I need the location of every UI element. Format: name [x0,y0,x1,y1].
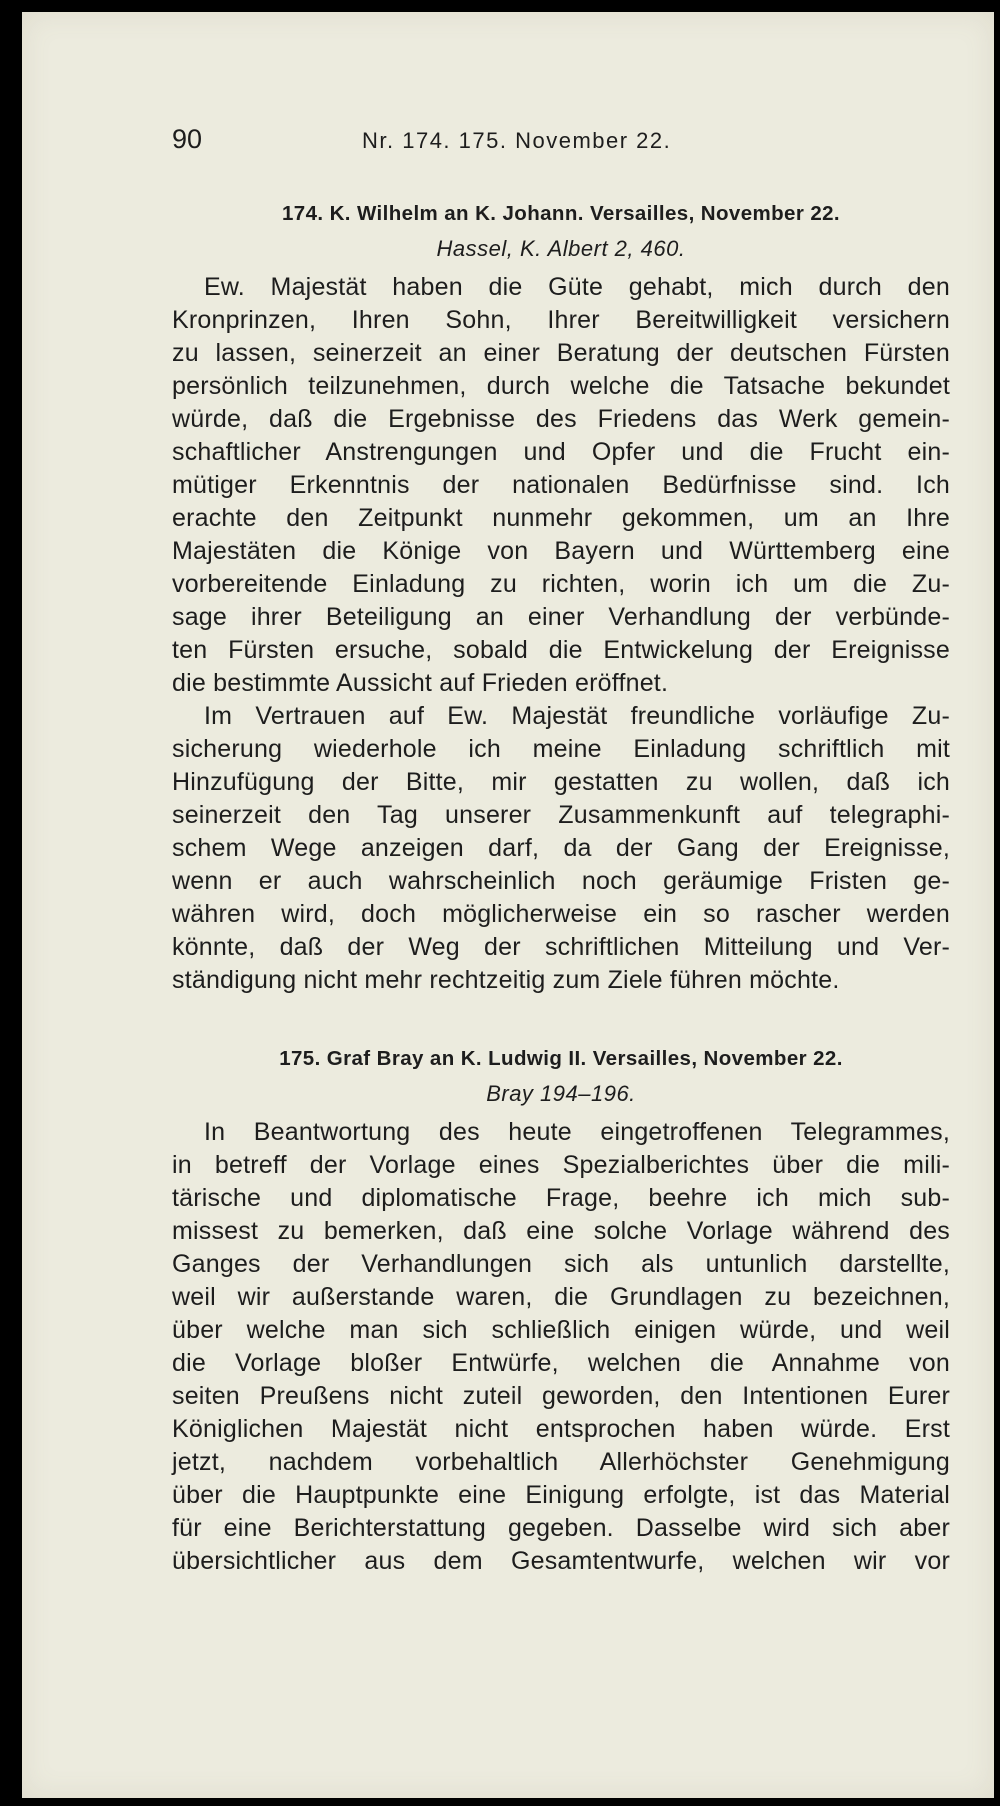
letter-175 [172,1045,950,1578]
text-line: in betreff der Vorlage eines Spezialberichtes über die mili- [172,1151,950,1179]
text-line: Majestäten die Könige von Bayern und Württemberg eine [172,537,950,565]
text-line: schaftlicher Anstrengungen und Opfer und die Frucht ein- [172,438,950,466]
text-line: könnte, daß der Weg der schriftlichen Mitteilung und Ver- [172,933,950,961]
page-content [172,200,950,1578]
text-line: zu lassen, seinerzeit an einer Beratung der deutschen Fürsten [172,339,950,367]
text-line: währen wird, doch möglicherweise ein so rascher werden [172,900,950,928]
text-line: schem Wege anzeigen darf, da der Gang der Ereignisse, [172,834,950,862]
letter-174 [172,200,950,997]
text-line: die bestimmte Aussicht auf Frieden eröffnet. [172,669,669,697]
text-line: Hinzufügung der Bitte, mir gestatten zu wollen, daß ich [172,768,950,796]
text-line: jetzt, nachdem vorbehaltlich Allerhöchster Genehmigung [172,1448,950,1476]
text-line: wenn er auch wahrscheinlich noch geräumige Fristen ge- [172,867,950,895]
text-line: seinerzeit den Tag unserer Zusammenkunft auf telegraphi- [172,801,950,829]
paragraph [172,700,950,997]
paragraph [172,1116,950,1578]
text-line: ten Fürsten ersuche, sobald die Entwickelung der Ereignisse [172,636,950,664]
text-line: Ganges der Verhandlungen sich als untunlich darstellte, [172,1250,950,1278]
letter-source: Bray 194–196. [486,1081,636,1106]
text-line: sage ihrer Beteiligung an einer Verhandlung der verbünde- [172,603,950,631]
text-line: persönlich teilzunehmen, durch welche die Tatsache bekundet [172,372,950,400]
text-line: ständigung nicht mehr rechtzeitig zum Ziele führen möchte. [172,966,840,994]
letter-source: Hassel, K. Albert 2, 460. [436,236,686,261]
text-line: über die Hauptpunkte eine Einigung erfolgte, ist das Material [172,1481,950,1509]
paragraph [172,271,950,700]
text-line: Im Vertrauen auf Ew. Majestät freundliche vorläufige Zu- [204,702,950,730]
text-line: sicherung wiederhole ich meine Einladung schriftlich mit [172,735,950,763]
text-line: In Beantwortung des heute eingetroffenen Telegrammes, [204,1118,950,1146]
text-line: vorbereitende Einladung zu richten, worin ich um die Zu- [172,570,950,598]
page-number: 90 [172,124,203,154]
text-line: würde, daß die Ergebnisse des Friedens das Werk gemein- [172,405,950,433]
text-line: die Vorlage bloßer Entwürfe, welchen die Annahme von [172,1349,950,1377]
text-line: erachte den Zeitpunkt nunmehr gekommen, um an Ihre [172,504,950,532]
section-gap [172,997,950,1045]
letter-heading: 174. K. Wilhelm an K. Johann. Versailles, November 22. [281,202,841,225]
text-line: über welche man sich schließlich einigen würde, und weil [172,1316,950,1344]
text-line: mütiger Erkenntnis der nationalen Bedürfnisse sind. Ich [172,471,950,499]
text-line: für eine Berichterstattung gegeben. Dasselbe wird sich aber [172,1514,950,1542]
text-line: tärische und diplomatische Frage, beehre ich mich sub- [172,1184,950,1212]
text-line: Ew. Majestät haben die Güte gehabt, mich durch den [204,273,950,301]
running-head: Nr. 174. 175. November 22. [362,128,672,153]
letter-heading: 175. Graf Bray an K. Ludwig II. Versailles, November 22. [279,1047,843,1070]
text-line: missest zu bemerken, daß eine solche Vorlage während des [172,1217,950,1245]
text-line: seiten Preußens nicht zuteil geworden, den Intentionen Eurer [172,1382,950,1410]
page-header [172,124,1000,164]
text-line: übersichtlicher aus dem Gesamtentwurfe, welchen wir vor [172,1547,950,1575]
text-line: weil wir außerstande waren, die Grundlagen zu bezeichnen, [172,1283,950,1311]
text-line: Königlichen Majestät nicht entsprochen haben würde. Erst [172,1415,950,1443]
text-line: Kronprinzen, Ihren Sohn, Ihrer Bereitwilligkeit versichern [172,306,950,334]
